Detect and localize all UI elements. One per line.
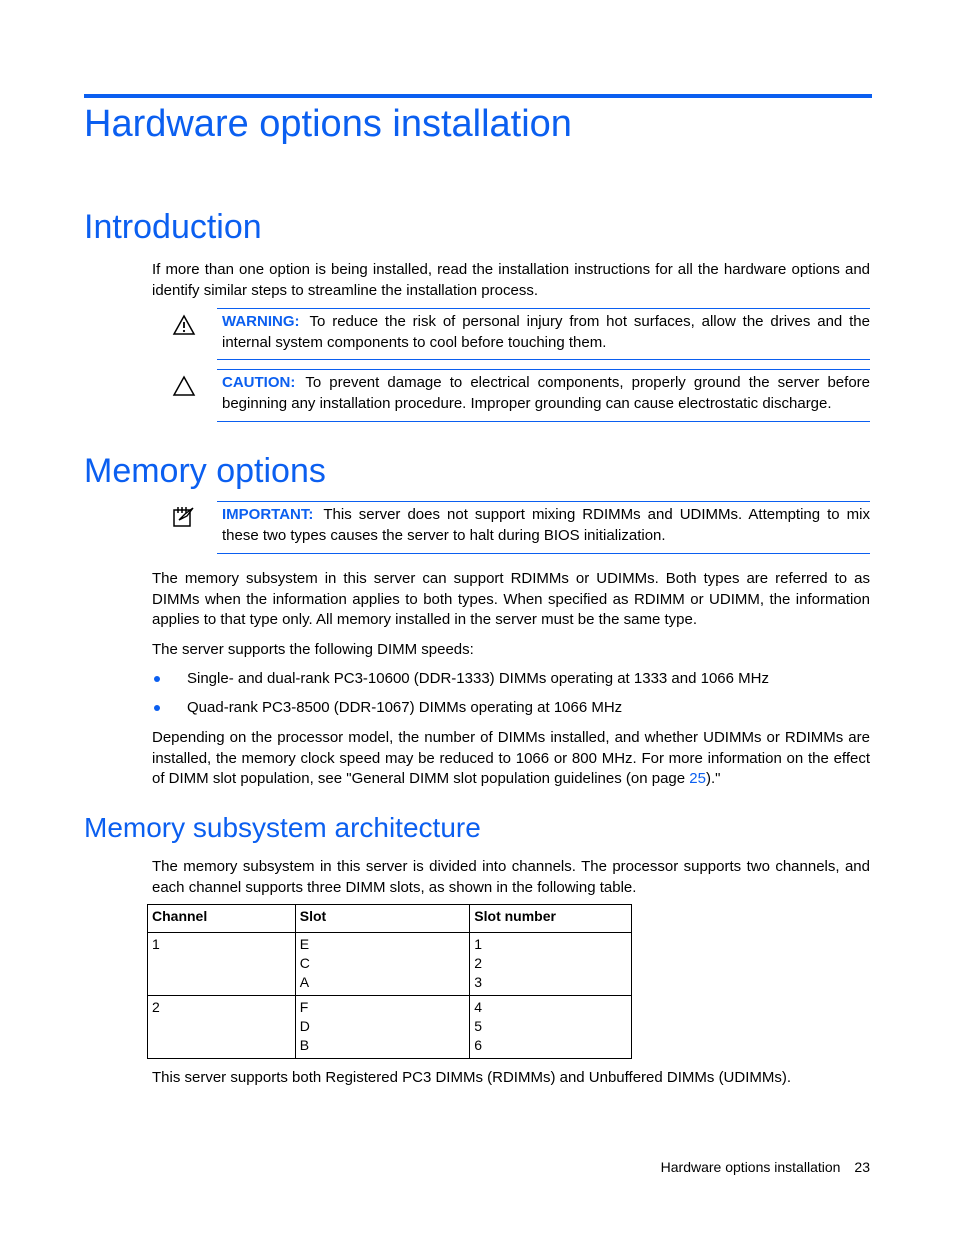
caution-bottom-rule bbox=[217, 421, 870, 422]
memory-paragraph-3 bbox=[152, 728, 870, 790]
caution-label: CAUTION: bbox=[222, 374, 296, 391]
list-item: Single- and dual-rank PC3-10600 (DDR-1333) DIMMs operating at 1333 and 1066 MHz bbox=[187, 670, 769, 687]
page-number: 23 bbox=[854, 1159, 870, 1175]
channel-cell: 2 bbox=[148, 996, 296, 1059]
slot-number: 5 bbox=[474, 1018, 483, 1034]
page-link[interactable]: 25 bbox=[689, 770, 706, 787]
slot-value: A bbox=[299, 974, 310, 990]
bullet-marker bbox=[152, 673, 164, 685]
column-header: Slot bbox=[295, 905, 470, 933]
list-item: Quad-rank PC3-8500 (DDR-1067) DIMMs operating at 1066 MHz bbox=[187, 699, 623, 716]
slot-cell bbox=[295, 996, 470, 1059]
slot-value: B bbox=[299, 1037, 310, 1053]
introduction-heading: Introduction bbox=[84, 208, 262, 246]
slot-value: D bbox=[299, 1018, 310, 1034]
bullet-marker bbox=[152, 702, 164, 714]
page-footer bbox=[661, 1159, 870, 1175]
warning-text: To reduce the risk of personal injury from hot surfaces, allow the drives and the internal system components to cool before touching them. bbox=[222, 313, 870, 351]
important-icon bbox=[171, 505, 195, 529]
column-header: Channel bbox=[148, 905, 296, 933]
important-note bbox=[222, 505, 870, 546]
slot-number-cell bbox=[470, 996, 632, 1059]
slot-value: E bbox=[299, 936, 310, 952]
warning-note bbox=[222, 312, 870, 353]
slot-number: 4 bbox=[474, 999, 483, 1015]
channel-cell: 1 bbox=[148, 933, 296, 996]
memory-options-heading: Memory options bbox=[84, 452, 326, 490]
memory-paragraph-2: The server supports the following DIMM speeds: bbox=[152, 641, 474, 658]
slot-number: 2 bbox=[474, 955, 483, 971]
warning-icon bbox=[172, 313, 196, 337]
slot-number: 3 bbox=[474, 974, 483, 990]
table-row bbox=[148, 933, 632, 996]
table-row bbox=[148, 996, 632, 1059]
table-header-row bbox=[148, 905, 632, 933]
architecture-paragraph: The memory subsystem in this server is divided into channels. The processor supports two channels, and each channel supports three DIMM slots, as shown in the following table. bbox=[152, 858, 870, 896]
slot-number: 1 bbox=[474, 936, 483, 952]
warning-top-rule bbox=[217, 308, 870, 309]
paragraph-text: Depending on the processor model, the number of DIMMs installed, and whether UDIMMs or RDIMMs are installed, the memory clock speed may be reduced to 1066 or 800 MHz. For more information on the effect of DIMM slot population, see "General DIMM slot population guidelines (on page bbox=[152, 729, 870, 787]
footer-title: Hardware options installation bbox=[660, 1159, 841, 1175]
slot-number-cell bbox=[470, 933, 632, 996]
warning-label: WARNING: bbox=[222, 313, 300, 330]
caution-text: To prevent damage to electrical components, properly ground the server before beginning any installation procedure. Improper grounding can cause electrostatic discharge. bbox=[222, 374, 870, 412]
channel-slot-table bbox=[147, 904, 632, 1059]
closing-paragraph: This server supports both Registered PC3 DIMMs (RDIMMs) and Unbuffered DIMMs (UDIMMs). bbox=[152, 1069, 792, 1086]
slot-value: F bbox=[299, 999, 309, 1015]
caution-top-rule bbox=[217, 369, 870, 370]
caution-note bbox=[222, 373, 870, 414]
introduction-paragraph: If more than one option is being installed, read the installation instructions for all the hardware options and identify similar steps to streamline the installation process. bbox=[152, 261, 870, 299]
warning-bottom-rule bbox=[217, 359, 870, 360]
chapter-rule bbox=[84, 94, 872, 98]
important-top-rule bbox=[217, 501, 870, 502]
caution-icon bbox=[172, 374, 196, 398]
chapter-title: Hardware options installation bbox=[84, 103, 572, 145]
column-header: Slot number bbox=[470, 905, 632, 933]
important-bottom-rule bbox=[217, 553, 870, 554]
slot-value: C bbox=[299, 955, 310, 971]
slot-number: 6 bbox=[474, 1037, 483, 1053]
memory-paragraph-1: The memory subsystem in this server can support RDIMMs or UDIMMs. Both types are referred to as DIMMs when the information applies to both types. When specified as RDIMM or UDIMM, the information applies to that type only. All memory installed in the server must be the same type. bbox=[152, 570, 870, 628]
important-label: IMPORTANT: bbox=[222, 506, 314, 523]
slot-cell bbox=[295, 933, 470, 996]
important-text: This server does not support mixing RDIMMs and UDIMMs. Attempting to mix these two types causes the server to halt during BIOS initialization. bbox=[222, 506, 870, 544]
paragraph-text-end: )." bbox=[705, 770, 721, 787]
architecture-heading: Memory subsystem architecture bbox=[84, 812, 481, 843]
